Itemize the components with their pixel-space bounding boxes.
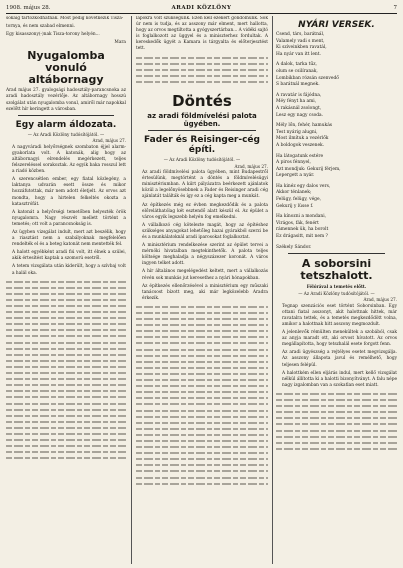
article-paragraph: A tetem vizsgálata után kiderült, hogy a szívbaj volt a halál oka. [12, 264, 126, 276]
byline: — Az Aradi Közlöny tudósítójától. — [163, 157, 241, 163]
newspaper-title: ARADI KÖZLÖNY [171, 5, 232, 11]
byline: — Az Aradi Közlöny tudósítójától. — [27, 131, 105, 137]
poem-line: rámennek ük, ha borolt [276, 227, 329, 233]
poem-line: Ki szíveinkben ravatál, [276, 45, 327, 51]
article-paragraph: Arad május 27. gyalogsági hadosztály-parancsnoka az aradi hadosztály vezérlője. Az altábornagy hosszú szolgálat után nyugalomba vonul, amiről már napokkal ezelőtt hír keringett a városban. [6, 88, 126, 112]
intro-signature: Mara [114, 40, 126, 46]
poem-line: olum se csilíranak, [276, 68, 318, 74]
dateline: Arad, május 27. [92, 138, 126, 144]
subheadline-palota: az aradi földmívelési palota ügyében. [147, 112, 257, 129]
article-paragraph: A jelenlevők rémülten menekültek a szobából, csak az anyja maradt ott, aki orvost hívatott. Az orvos megállapította, hogy tetszhalál esete forgott fenn. [282, 330, 397, 348]
intro-line: sokáig tartózkodhatnak. Most pedig következik Tisza- [6, 16, 124, 21]
headline-alarm: Egy alarm áldozata. [15, 119, 117, 130]
article-paragraph: A vállalkozó cég kötelezte magát, hogy az építéshez szükséges anyagokat lehetőleg hazai gyárakból szerzi be és a munkálatoknál aradi iparosokat foglalkoztat. [142, 222, 268, 240]
article-paragraph: A katonát a helyőrségi temetőben helyezték örök nyugalomra. Nagy részvét mellett történt a temetés; ott volt a parancsnokság is. [12, 209, 126, 227]
poem-title: NYÁRI VERSEK. [298, 20, 375, 30]
byline: — Az Aradi Közlöny tudósítójától. — [298, 290, 375, 296]
text-line [136, 79, 268, 85]
poem-line: A boldogok veszenek. [276, 142, 325, 148]
poem-line: Ha látogatunk estére [276, 153, 324, 159]
text-line [6, 455, 126, 461]
divider [148, 130, 256, 131]
poem-line: Virágos, fák, fenért [276, 220, 319, 226]
poem-stanza [276, 214, 397, 240]
page-number: 7 [393, 5, 397, 11]
poem-stanza [276, 62, 397, 88]
article-paragraph: A hír általános megelégedést keltett, mert a vállalkozás révén sok munkás jut keresethez a nyári hónapokban. [142, 269, 268, 281]
column-3 [276, 16, 397, 564]
poem-line: A ravatár is fájódna, [276, 92, 322, 98]
headline-soborsini: A soborsini tetszhalott. [300, 257, 373, 283]
article-paragraph: Az aradi földmívelési palota ügyében, mint Budapestről értesülünk, megtörtént a döntés a földmívelésügyi minisztériumban. A kiírt pályázatra beérkezett ajánlatok közül a legelőnyösebbnek a Fader és Reisinger aradi cég ajánlatát találták és így ez a cég kapta meg a munkát. [142, 170, 268, 200]
poem-line: S barátnál megnek. [276, 82, 320, 88]
poem-line: Most ilmítuk a vezérlők [276, 136, 329, 142]
intro-line: Egy kisasszony(-)nak Tisza-torony helyén... [6, 32, 100, 38]
column-rule-right [272, 16, 273, 564]
poem-line: A dalok, tarka tűz, [276, 62, 317, 68]
headline-nyugalomba: Nyugalomba vonuló altábornagy [27, 49, 105, 87]
column-rule-left [131, 16, 132, 564]
article-paragraph: A nagyváradi helyőrségnek szombaton éjjel alarm-gyakorlata volt. A katonák, alig hogy az altábornagyi elrendelés megérkezett, teljes felszereléssel sorakoztak. Az egyik baka rosszul lett a riadó közben. [12, 144, 126, 175]
poem-line: A piros fénnyel, [276, 160, 311, 166]
poem-line: Lombikban rózsán szenvedő [276, 75, 339, 81]
subheadline: Félórával a temetés előtt. [306, 284, 367, 290]
article-paragraph: Az ügyben vizsgálat indult, mert azt beszélik, hogy a riasztást nem a szabályoknak megfelelően rendelték el és a beteg katonát nem mentették fel. [12, 229, 126, 248]
poem-line: Azt mondjuk: Gekurij férjem, [276, 166, 341, 172]
poem-stanza [276, 32, 397, 58]
poem-stanza [276, 123, 397, 149]
masthead [6, 3, 397, 14]
issue-date: 1908. május 28. [6, 5, 51, 11]
column-1 [6, 16, 126, 564]
article-paragraph: Tegnap szenzációs eset történt Soborsinban. Egy ottani fiatal asszonyt, akit halottnak hittek, már ravatalra tettek, és a temetés megkezdődött volna, amikor a halottnak hitt asszony megmozdult. [282, 303, 397, 327]
poem-line: A rakásnál zsolongt, [276, 105, 322, 111]
intro-line: tornya, és nem szabad elmenni. [6, 24, 75, 30]
article-paragraph: A halottkém ellen eljárás indul, mert kellő vizsgálat nélkül állította ki a halotti bizonyítványt. A falu népe nagy izgalomban van a szokatlan eset miatt. [282, 370, 397, 388]
article-paragraph: Az aradi ügyészség a rejtélyes esetet megvizsgálja. Az asszony állapota javul és remélhető, hogy teljesen felépül. [282, 350, 397, 368]
article-paragraph: Az építkezés ellenőrzésével a minisztérium egy műszaki tanácsost bízott meg, aki már legközelebb Aradra érkezik. [142, 283, 268, 301]
article-paragraph: Az építkezés még ez évben megkezdődik és a palota előreláthatólag két esztendő alatt készül el. Az épület a város egyik legszebb helyén fog emelkedni. [142, 202, 268, 220]
column-2 [136, 16, 268, 564]
article-paragraph: A szerencsétlen ember, egy fiatal közlegény, a laktanya udvarán esett össze és mikor hozzáfutottak, már nem adott életjelt. Az orvos azt mondta, hogy a hirtelen felkeltés okozta a katasztrófát. [12, 177, 126, 207]
article-paragraph: A halott egyébként aradi fiú volt, itt élnek a szülei, akik értesítést kaptak a szomorú esetről. [12, 250, 126, 262]
divider [18, 115, 114, 116]
poem-line: Test nyárig alugni, [276, 129, 318, 135]
poem-line: Ha nyár van itt lent. [276, 51, 321, 57]
poem-stanza [276, 184, 397, 210]
poem-stanza [276, 93, 397, 119]
poem-line: Ha kinéz egy dalos vers, [276, 183, 331, 189]
poem-line: Csend, társ, barátnál, [276, 32, 325, 37]
poem-stanza [276, 154, 397, 180]
poem-line: Lesz egy nagy csoda. [276, 112, 324, 118]
text-line [136, 481, 268, 487]
article-paragraph: A minisztérium rendelkezése szerint az épület tervei a mérnöki hivatalban megtekinthetők. A palota teljes költsége meghaladja a négyszázezer koronát. A város ingyen telket adott. [142, 243, 268, 267]
poem-line: Felügy, felügy, vége, [276, 197, 321, 203]
poem-line: Méy fényt ha ami, [276, 99, 317, 105]
article-paragraph: lapokra volt szükségünk. Ezen kell ezekért gondolnunk. Sok úr nem is tudja, és az asszony már elment, mert hallotta, hogy az orvos megtiltotta a gyógyszertárban... A vidéki sajtó is foglalkozott az üggyel és a miniszterhez fordultak. A kereskedők ügyét a Kamara is tárgyalta és előterjesztést tett. [136, 16, 268, 52]
poem-line: Lepergett a nyár. [276, 173, 315, 179]
headline-dontes: Döntés [172, 92, 232, 111]
text-line [276, 446, 397, 452]
poem-line: Akkor ténlanek; [276, 190, 312, 196]
dateline: Arad, május 27. [363, 297, 397, 303]
poem-author: Székely Sándor. [276, 244, 312, 250]
poem-line: Gekurij y lüsse f. [276, 203, 314, 209]
headline-fader: Fader és Reisinger-cég építi. [144, 135, 260, 156]
poem-line: Mély lőn, fehér, hamukás [276, 123, 333, 129]
poem-line: Ez drágasitt, mit nem ? [276, 234, 328, 240]
dateline: Arad, május 27. [234, 163, 268, 169]
divider [288, 253, 385, 254]
poem-line: Valamely vadi s ment, [276, 38, 325, 44]
poem-line: Ha kínozni a mondani, [276, 214, 327, 220]
